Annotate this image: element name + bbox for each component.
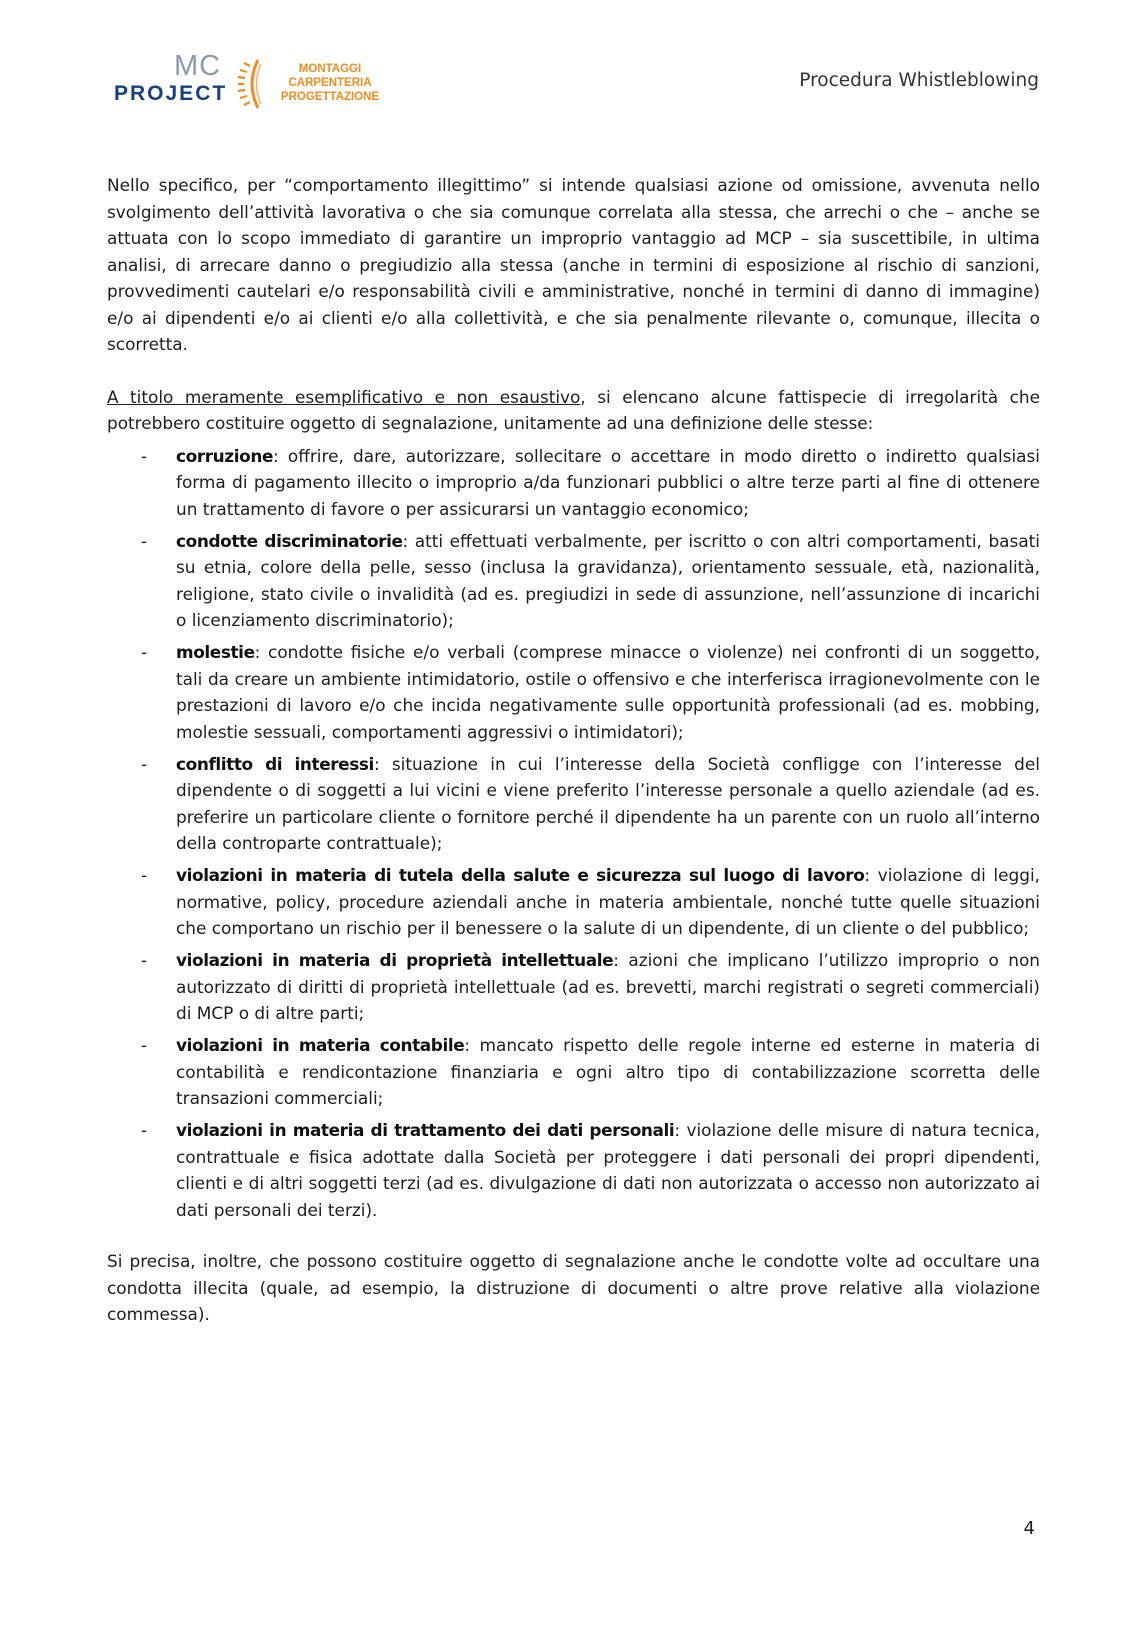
list-dash: - [141,950,148,970]
page-number: 4 [1023,1518,1035,1539]
list-item-text: : mancato rispetto delle regole interne ed esterne in materia di contabilità e rendicontazione finanziaria e ogni altro tipo di contabilizzazione scorretta delle transazioni commerciali; [176,1035,1040,1108]
list-item [107,862,1040,942]
list-item-term: condotte discriminatorie [176,530,403,551]
logo-tagline-line2: CARPENTERIA [288,77,372,89]
logo-tagline-line3: PROGETTAZIONE [280,91,380,103]
list-item [107,639,1040,745]
list-dash: - [141,753,148,774]
document-body [107,172,1040,1328]
list-item [107,1117,1040,1223]
intro-text: , si elencano alcune fattispecie di irregolarità che potrebbero costituire oggetto di segnalazione, unitamente ad una definizione delle stesse: [107,386,1040,433]
list-dash: - [141,445,148,466]
list-dash: - [141,1035,148,1055]
intro-underlined-text: A titolo meramente esemplificativo e non esaustivo [107,386,581,407]
paragraph-conclusion: Si precisa, inoltre, che possono costituire oggetto di segnalazione anche le condotte volte ad occultare una condotta illecita (quale, ad esempio, la distruzione di documenti o altre prove relative alla violazione commessa). [107,1251,1040,1324]
page-header [0,0,1142,130]
list-item-term: violazioni in materia di tutela della salute e sicurezza sul luogo di lavoro [176,865,865,885]
paragraph-definition: Nello specifico, per “comportamento illegittimo” si intende qualsiasi azione od omissione, avvenuta nello svolgimento dell’attività lavorativa o che sia comunque correlata alla stessa, che arrechi o che – anche se attuata con lo scopo immediato di garantire un improprio vantaggio ad MCP – sia suscettibile, in ultima analisi, di arrecare danno o pregiudizio alla stessa (anche in termini di esposizione al rischio di sanzioni, provvedimenti cautelari e/o responsabilità civili e amministrative, nonché in termini di danno di immagine) e/o ai dipendenti e/o ai clienti e/o alla collettività, e che sia penalmente rilevante o, comunque, illecita o scorretta. [107,175,1040,354]
list-item [107,528,1040,634]
logo-tagline [274,62,386,104]
list-item-term: conflitto di interessi [176,753,374,774]
list-item-text: : condotte fisiche e/o verbali (comprese minacce o violenze) nei confronti di un soggetto, tali da creare un ambiente intimidatorio, ostile o offensivo e che interferisca irragionevolmente con le prestazioni di lavoro e/o che incida negativamente sulle opportunità professionali (ad es. mobbing, molestie sessuali, comportamenti aggressivi o intimidatori); [176,642,1040,742]
list-dash: - [141,865,148,885]
logo-project-text: PROJECT [114,82,228,105]
list-item-text: : offrire, dare, autorizzare, sollecitare o accettare in modo diretto o indiretto qualsiasi forma di pagamento illecito o improprio a/da funzionari pubblici o altre terze parti al fine di ottenere un trattamento di favore o per assicurarsi un vantaggio economico; [176,445,1040,519]
list-item-term: molestie [176,642,255,662]
paragraph-intro [107,384,1040,437]
logo-mc-text: MC [174,50,222,82]
document-title: Procedura Whistleblowing [799,70,1039,91]
list-dash: - [141,642,148,662]
list-dash: - [141,1120,148,1140]
list-item-term: violazioni in materia di trattamento dei dati personali [176,1120,675,1140]
list-item-term: corruzione [176,445,274,466]
list-item-term: violazioni in materia contabile [176,1035,465,1055]
list-item [107,1032,1040,1112]
list-item-text: : violazione delle misure di natura tecnica, contrattuale e fisica adottate dalla Società per proteggere i dati personali dei propri dipendenti, clienti e di altri soggetti terzi (ad es. divulgazione di dati non autorizzata o accesso non autorizzato ai dati personali dei terzi). [176,1120,1040,1220]
irregularities-list [107,443,1040,1224]
list-item-text: : azioni che implicano l’utilizzo improprio o non autorizzato di diritti di proprietà intellettuale (ad es. brevetti, marchi registrati o segreti commerciali) di MCP o di altre parti; [176,950,1040,1023]
list-item [107,751,1040,857]
list-item [107,947,1040,1027]
list-item-text: : situazione in cui l’interesse della Società confligge con l’interesse del dipendente o di soggetti a lui vicini e viene preferito l’interesse personale a quello aziendale (ad es. preferire un particolare cliente o fornitore perché il dipendente ha un parente con un ruolo all’interno della controparte contrattuale); [176,753,1040,853]
gear-arc-icon [238,58,264,110]
list-item-text: : atti effettuati verbalmente, per iscritto o con altri comportamenti, basati su etnia, colore della pelle, sesso (inclusa la gravidanza), orientamento sessuale, età, nazionalità, religione, stato civile o invalidità (ad es. pregiudizi in sede di assunzione, nell’assunzione di incarichi o licenziamento discriminatorio); [176,530,1040,630]
company-logo [110,50,380,110]
list-item [107,443,1040,523]
list-dash: - [141,530,148,551]
list-item-text: : violazione di leggi, normative, policy, procedure aziendali anche in materia ambientale, nonché tutte quelle situazioni che comportano un rischio per il benessere o la salute di un dipendente, di un cliente o del pubblico; [176,865,1041,938]
list-item-term: violazioni in materia di proprietà intellettuale [176,950,614,970]
logo-tagline-line1: MONTAGGI [298,63,362,75]
